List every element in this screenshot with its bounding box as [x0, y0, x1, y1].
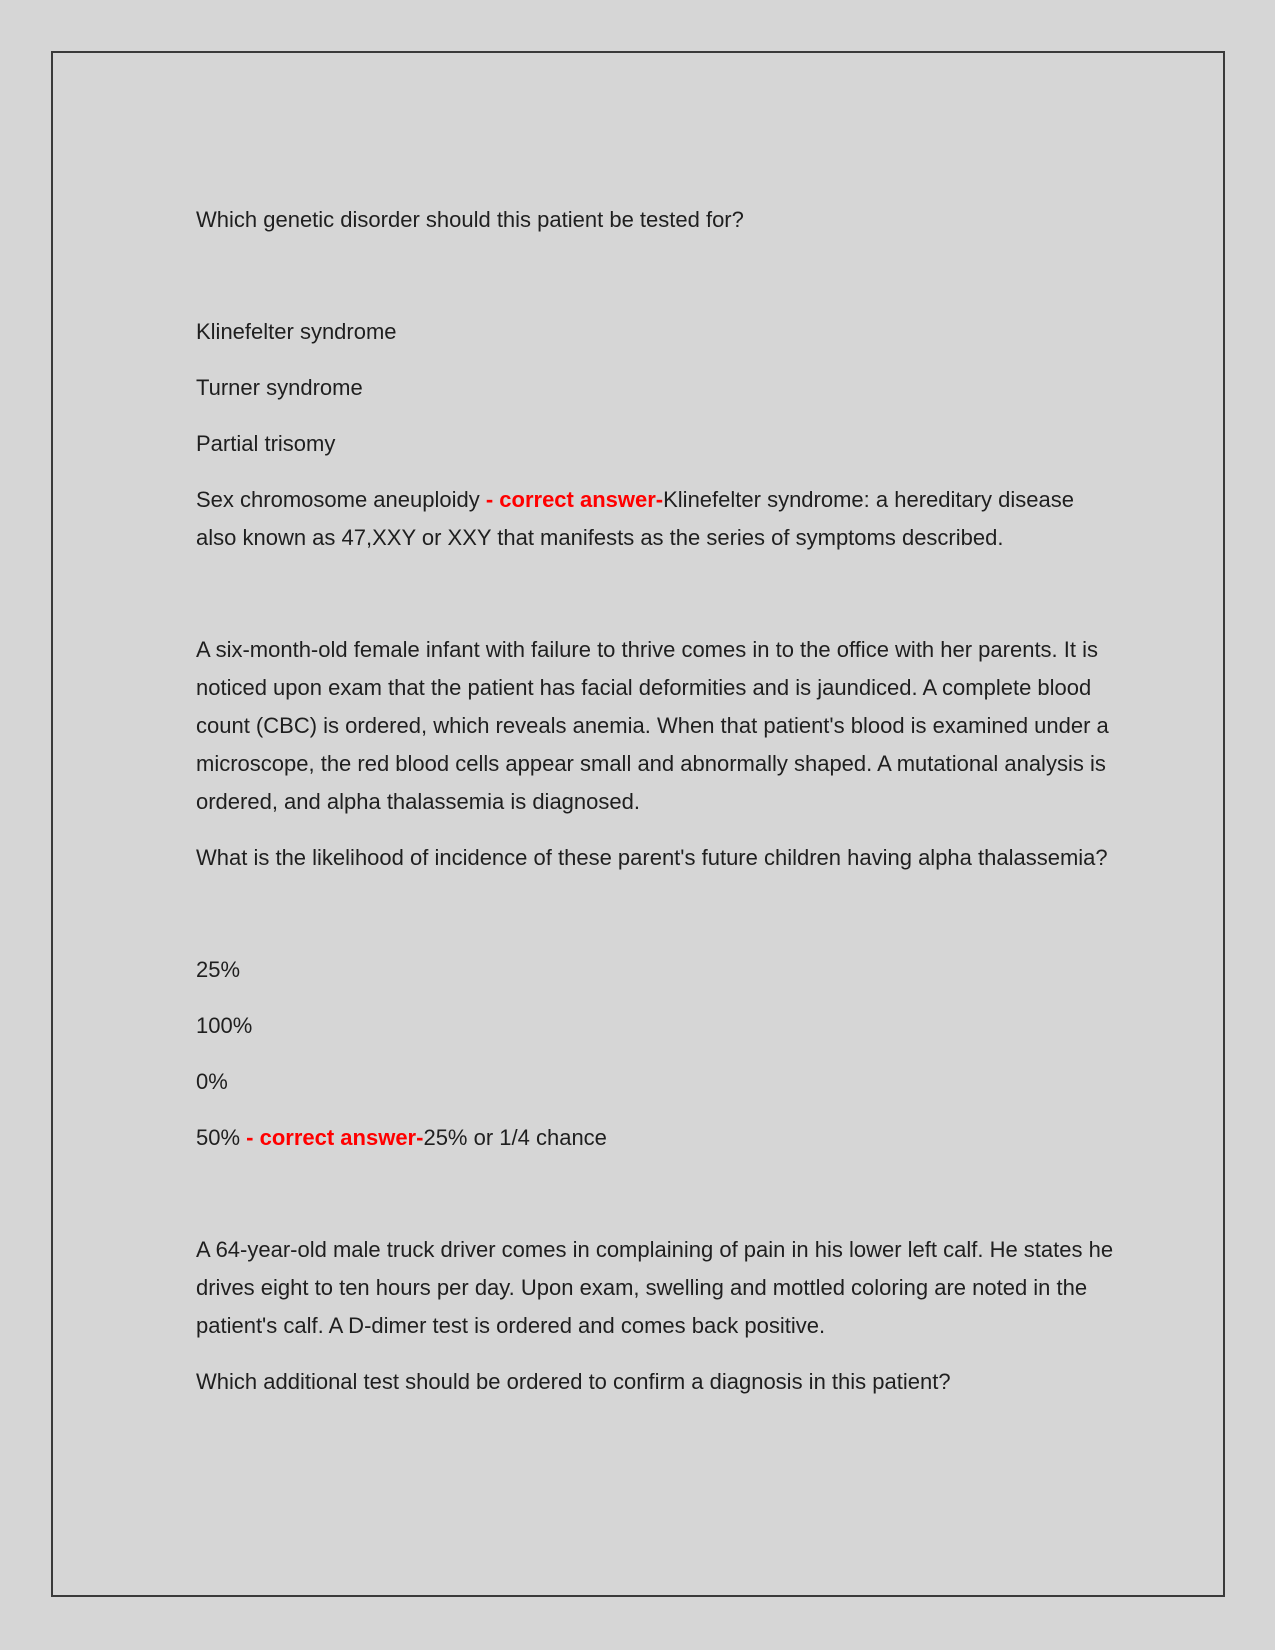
text-run: A six-month-old female infant with failure to thrive comes in to the office with her parents. It is noticed upon exam that the patient has facial deformities and is jaundiced. A complete blood count (CBC) is ordered, which reveals anemia. When that patient's blood is examined under a microscope, the red blood cells appear small and abnormally shaped. A mutational analysis is ordered, and alpha thalassemia is diagnosed.	[196, 637, 1109, 814]
document-content	[196, 201, 1118, 1419]
spacer	[196, 1175, 1118, 1213]
text-run: 0%	[196, 1069, 228, 1094]
text-run: Which genetic disorder should this patient be tested for?	[196, 207, 744, 232]
q1-option-4-with-answer	[196, 481, 1118, 557]
spacer	[196, 895, 1118, 933]
q3-case-description	[196, 1231, 1118, 1345]
q2-case-description	[196, 631, 1118, 821]
text-run: 100%	[196, 1013, 253, 1038]
q2-option-3	[196, 1063, 1118, 1101]
text-run: A 64-year-old male truck driver comes in complaining of pain in his lower left calf. He states he drives eight to ten hours per day. Upon exam, swelling and mottled coloring are noted in the patient's calf. A D-dimer test is ordered and comes back positive.	[196, 1237, 1114, 1338]
spacer	[196, 575, 1118, 613]
q1-option-1	[196, 313, 1118, 351]
correct-answer-marker: - correct answer-	[246, 1125, 424, 1150]
page-border-frame	[51, 51, 1225, 1597]
text-run: 25%	[196, 957, 241, 982]
q1-option-3	[196, 425, 1118, 463]
text-run: Partial trisomy	[196, 431, 336, 456]
q3-question	[196, 1363, 1118, 1401]
q1-question	[196, 201, 1118, 239]
q2-option-2	[196, 1007, 1118, 1045]
text-run: What is the likelihood of incidence of these parent's future children having alpha thalassemia?	[196, 845, 1108, 870]
q1-option-2	[196, 369, 1118, 407]
text-run: 50%	[196, 1125, 247, 1150]
correct-answer-marker: - correct answer-	[485, 487, 664, 512]
q2-option-1	[196, 951, 1118, 989]
text-run: Turner syndrome	[196, 375, 363, 400]
text-run: Klinefelter syndrome: a hereditary disease also known as 47,XXY or XXY that manifests as the series of symptoms described.	[196, 487, 1075, 550]
text-run: Which additional test should be ordered to confirm a diagnosis in this patient?	[196, 1369, 951, 1394]
spacer	[196, 257, 1118, 295]
text-run: 25% or 1/4 chance	[423, 1125, 607, 1150]
q2-question	[196, 839, 1118, 877]
q2-option-4-with-answer	[196, 1119, 1118, 1157]
text-run: Sex chromosome aneuploidy	[196, 487, 486, 512]
text-run: Klinefelter syndrome	[196, 319, 397, 344]
